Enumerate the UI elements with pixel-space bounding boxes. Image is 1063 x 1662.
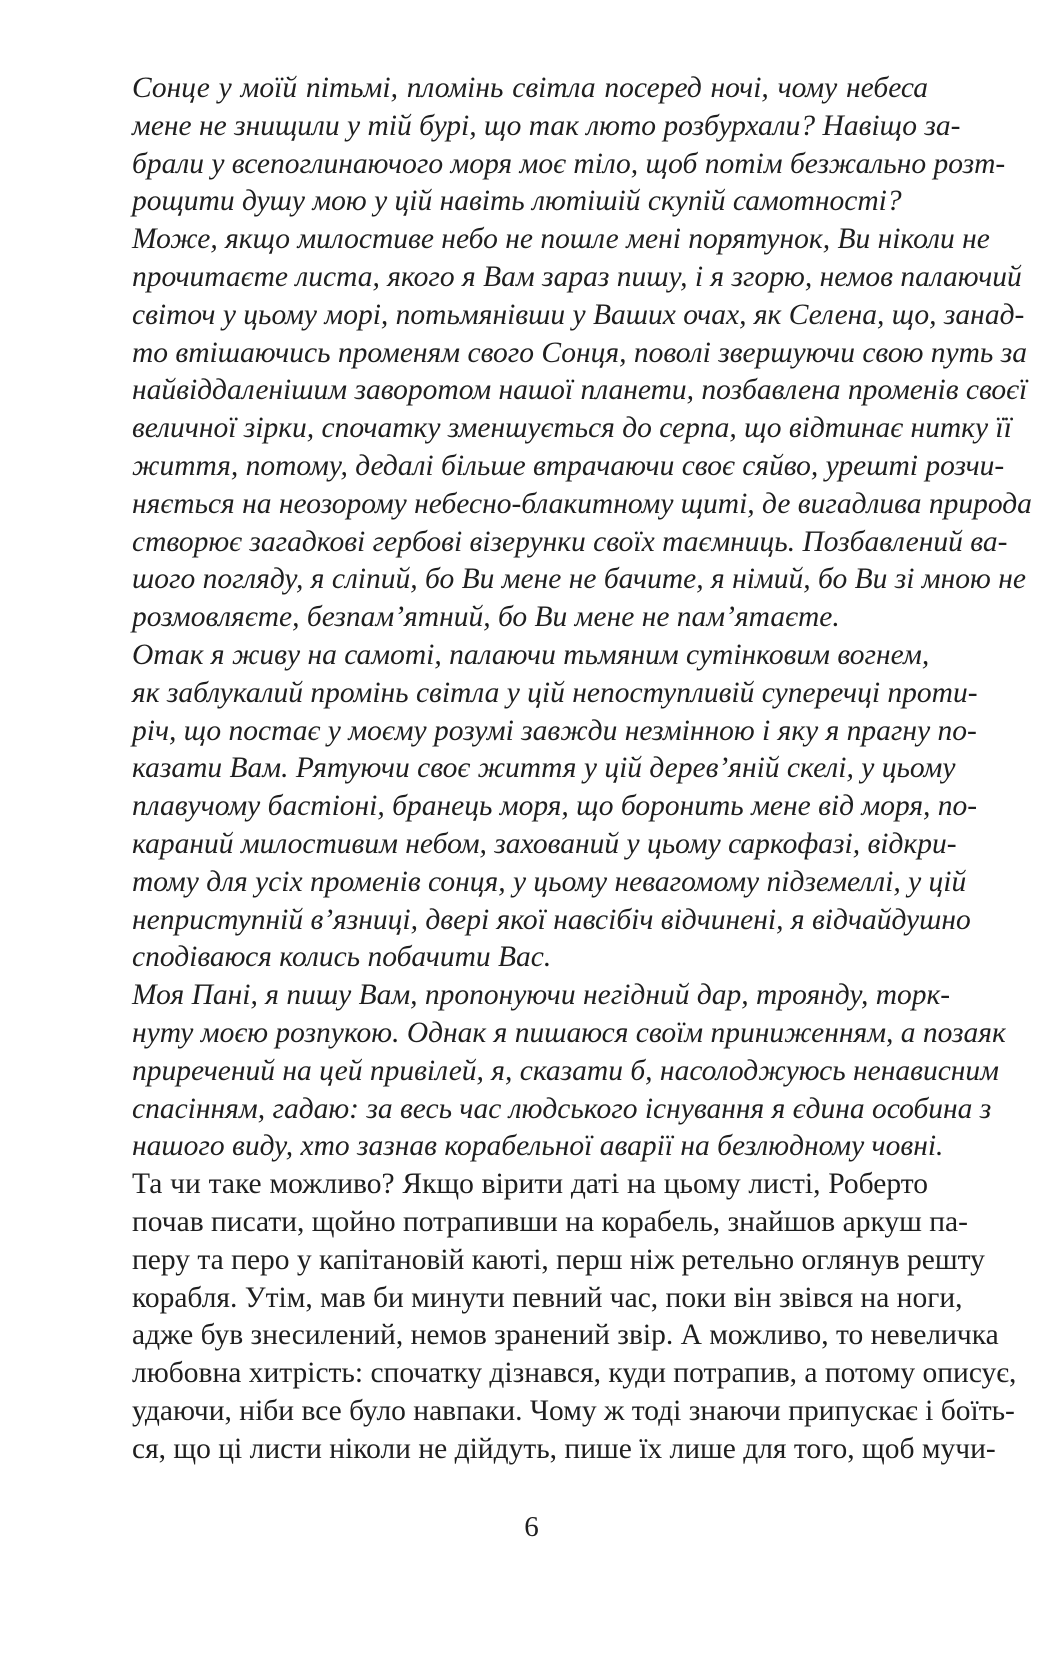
- line-text: любовна хитрість: спочатку дізнався, куди потрапив, а потому описує,: [132, 1357, 1017, 1390]
- line-text: перу та перо у капітановій каюті, перш ніж ретельно оглянув решту: [132, 1243, 985, 1276]
- text-line: [132, 70, 928, 108]
- text-line: [132, 1204, 968, 1242]
- page-number: 6: [524, 1511, 539, 1543]
- line-text: мене не знищили у тій бурі, що так люто розбурхали? Навіщо за-: [132, 109, 961, 142]
- line-text: караний милостивим небом, захований у цьому саркофазі, відкри-: [132, 827, 957, 860]
- text-line: [132, 675, 978, 713]
- line-text: створює загадкові гербові візерунки своїх таємниць. Позбавлений ва-: [132, 525, 1008, 558]
- text-line: [132, 826, 957, 864]
- text-line: [132, 1091, 992, 1129]
- text-line: [132, 297, 1025, 335]
- text-line: [132, 1166, 928, 1204]
- line-text: то втішаючись променям свого Сонця, поволі звершуючи свою путь за: [132, 336, 1027, 369]
- paragraph: [132, 977, 1006, 1166]
- text-line: [132, 902, 971, 940]
- text-line: [132, 1053, 1000, 1091]
- text-line: [132, 1317, 999, 1355]
- line-text: найвіддаленішим заворотом нашої планети, позбавлена променів своєї: [132, 374, 1028, 407]
- text-line: [132, 637, 928, 675]
- line-text: тому для усіх променів сонця, у цьому невагомому підземеллі, у цій: [132, 865, 967, 898]
- text-line: [132, 1128, 944, 1166]
- text-line: [132, 1393, 1015, 1431]
- text-line: [132, 146, 1006, 184]
- text-line: [132, 864, 967, 902]
- line-text: Моя Пані, я пишу Вам, пропонуючи негідний дар, троянду, торк-: [132, 979, 951, 1012]
- line-text: няється на неозорому небесно-блакитному щиті, де вигадлива природа: [132, 487, 1032, 520]
- line-text: Отак я живу на самоті, палаючи тьмяним сутінковим вогнем,: [132, 638, 930, 671]
- line-text: ся, що ці листи ніколи не дійдуть, пише їх лише для того, щоб мучи-: [132, 1432, 996, 1465]
- line-text: казати Вам. Рятуючи своє життя у цій дерев’яній скелі, у цьому: [132, 752, 956, 785]
- line-text: світоч у цьому морі, потьмянівши у Ваших очах, як Селена, що, занад-: [132, 298, 1025, 331]
- line-text: адже був знесилений, немов зранений звір. А можливо, то невеличка: [132, 1319, 999, 1352]
- line-text: річ, що постає у моєму розумі завжди незмінною і яку я прагну по-: [132, 714, 977, 747]
- paragraph: [132, 70, 1006, 221]
- text-line: [132, 448, 1005, 486]
- line-text: Та чи таке можливо? Якщо вірити даті на цьому листі, Роберто: [132, 1168, 928, 1201]
- paragraph: [132, 221, 1032, 637]
- line-text: величної зірки, спочатку зменшується до серпа, що відтинає нитку її: [132, 412, 1012, 445]
- line-text: удаючи, ніби все було навпаки. Чому ж тоді знаючи припускає і боїть-: [132, 1394, 1015, 1427]
- text-line: [132, 788, 978, 826]
- text-line: [132, 183, 928, 221]
- text-line: [132, 221, 990, 259]
- line-text: рощити душу мою у цій навіть лютішій скупій самотності?: [132, 185, 902, 218]
- line-text: як заблукалий промінь світла у цій непоступливій суперечці проти-: [132, 676, 978, 709]
- line-text: нуту моєю розпукою. Однак я пишаюся своїм приниженням, а позаяк: [132, 1016, 1006, 1049]
- line-text: розмовляєте, безпам’ятний, бо Ви мене не пам’ятаєте.: [132, 601, 840, 634]
- text-line: [132, 410, 1012, 448]
- line-text: сподіваюся колись побачити Вас.: [132, 941, 552, 974]
- text-line: [132, 1242, 985, 1280]
- text-line: [132, 372, 1028, 410]
- text-line: [132, 486, 1032, 524]
- line-text: брали у всепоглинаючого моря моє тіло, щоб потім безжально розт-: [132, 147, 1006, 180]
- line-text: плавучому бастіоні, бранець моря, що боронить мене від моря, по-: [132, 790, 978, 823]
- text-line: [132, 713, 977, 751]
- paragraph: [132, 1166, 1017, 1468]
- line-text: прочитаєте листа, якого я Вам зараз пишу, і я згорю, немов палаючий: [132, 260, 1022, 293]
- line-text: шого погляду, я сліпий, бо Ви мене не бачите, я німий, бо Ви зі мною не: [132, 563, 1026, 596]
- text-line: [132, 259, 1022, 297]
- line-text: почав писати, щойно потрапивши на корабель, знайшов аркуш па-: [132, 1205, 968, 1238]
- text-line: [132, 750, 956, 788]
- line-text: життя, потому, дедалі більше втрачаючи своє сяйво, урешті розчи-: [132, 449, 1005, 482]
- text-line: [132, 335, 1027, 373]
- line-text: Сонце у моїй пітьмі, пломінь світла посеред ночі, чому небеса: [132, 72, 928, 104]
- line-text: корабля. Утім, мав би минути певний час, поки він звівся на ноги,: [132, 1281, 963, 1314]
- text-line: [132, 939, 928, 977]
- text-line: [132, 599, 928, 637]
- text-line: [132, 1015, 1006, 1053]
- text-line: [132, 561, 1026, 599]
- text-line: [132, 1431, 996, 1469]
- line-text: приречений на цей привілей, я, сказати б, насолоджуюсь ненависним: [132, 1054, 1000, 1087]
- text-line: [132, 1280, 963, 1318]
- line-text: нашого виду, хто зазнав корабельної аварії на безлюдному човні.: [132, 1130, 944, 1163]
- text-line: [132, 108, 961, 146]
- line-text: Може, якщо милостиве небо не пошле мені порятунок, Ви ніколи не: [132, 223, 990, 256]
- line-text: спасінням, гадаю: за весь час людського існування я єдина особина з: [132, 1092, 992, 1125]
- text-line: [132, 977, 951, 1015]
- line-text: неприступній в’язниці, двері якої навсібіч відчинені, я відчайдушно: [132, 903, 971, 936]
- body-text: [132, 70, 1032, 1468]
- text-line: [132, 1355, 1017, 1393]
- paragraph: [132, 637, 978, 977]
- text-line: [132, 524, 1008, 562]
